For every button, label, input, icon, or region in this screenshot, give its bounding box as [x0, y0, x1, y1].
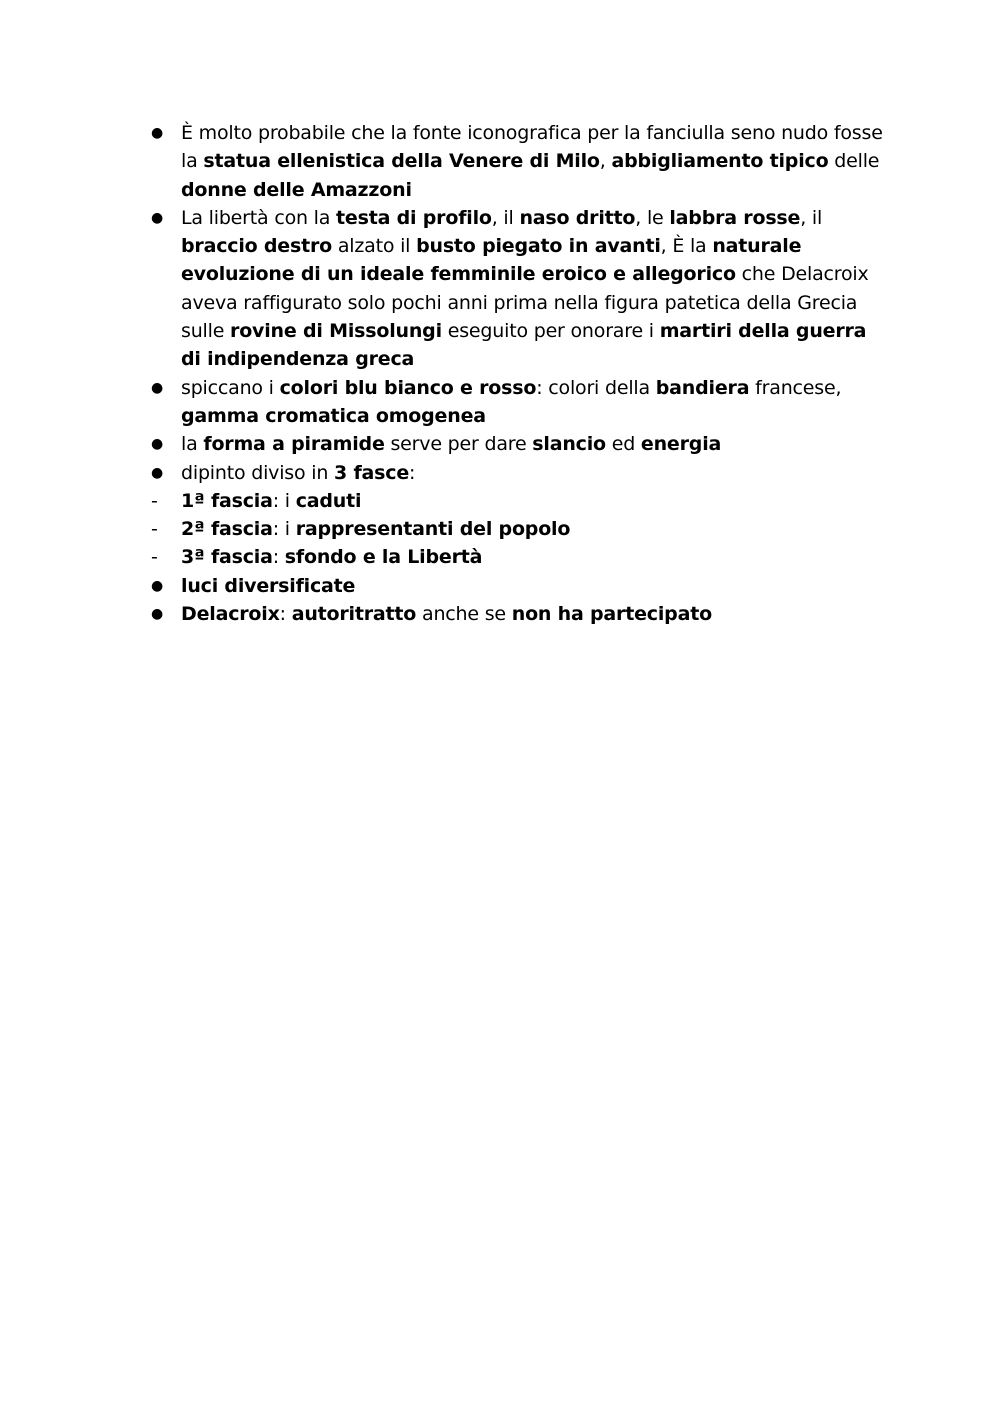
- bold-text: testa di profilo: [336, 206, 492, 229]
- bold-text: non ha partecipato: [511, 603, 712, 626]
- text: serve per dare: [384, 433, 533, 456]
- list-item: [150, 119, 890, 204]
- list-item: [150, 543, 890, 571]
- list-item: [150, 374, 890, 431]
- text: dipinto diviso in: [181, 461, 335, 484]
- bold-text: naturale evoluzione di un ideale femminile eroico e allegorico: [181, 235, 802, 286]
- text: francese,: [749, 376, 842, 399]
- bold-text: donne delle Amazzoni: [181, 178, 412, 201]
- bold-text: 1ª fascia: [181, 489, 273, 512]
- text: la: [181, 433, 204, 456]
- text: : i: [272, 518, 296, 541]
- bullet-marker: ●: [151, 606, 164, 623]
- text: ,: [599, 150, 612, 173]
- bold-text: 2ª fascia: [181, 518, 273, 541]
- bold-text: gamma cromatica omogenea: [181, 404, 486, 427]
- dash-marker: -: [151, 518, 158, 541]
- text: : i: [272, 489, 296, 512]
- bold-text: energia: [640, 433, 722, 456]
- bullet-marker: ●: [151, 436, 164, 453]
- text: spiccano i: [181, 376, 280, 399]
- bold-text: abbigliamento tipico: [611, 150, 829, 173]
- bold-text: rovine di Missolungi: [230, 320, 442, 343]
- bold-text: naso dritto: [519, 206, 636, 229]
- bold-text: slancio: [532, 433, 606, 456]
- text: , È la: [660, 235, 713, 258]
- text: anche se: [416, 603, 512, 626]
- text: La libertà con la: [181, 206, 337, 229]
- text: eseguito per onorare i: [441, 320, 660, 343]
- bold-text: busto piegato in avanti: [416, 235, 661, 258]
- text: : colori della: [536, 376, 656, 399]
- bold-text: bandiera: [655, 376, 750, 399]
- bullet-marker: ●: [151, 379, 164, 396]
- list-item: [150, 487, 890, 515]
- bullet-marker: ●: [151, 577, 164, 594]
- bold-text: rappresentanti del popolo: [295, 518, 571, 541]
- bold-text: 3ª fascia: [181, 546, 273, 569]
- text: , il: [491, 206, 520, 229]
- bold-text: caduti: [295, 489, 362, 512]
- bold-text: sfondo e la Libertà: [284, 546, 483, 569]
- dash-marker: -: [151, 546, 158, 569]
- text: :: [409, 461, 416, 484]
- text: È molto probabile che la fonte iconografica per la fanciulla seno nudo fosse la: [181, 122, 883, 173]
- text: :: [279, 603, 292, 626]
- text: :: [272, 546, 285, 569]
- bold-text: forma a piramide: [203, 433, 385, 456]
- text: alzato il: [332, 235, 417, 258]
- bold-text: 3 fasce: [334, 461, 410, 484]
- bold-text: Delacroix: [181, 603, 280, 626]
- bold-text: colori blu bianco e rosso: [279, 376, 537, 399]
- text: , le: [635, 206, 670, 229]
- bullet-marker: ●: [151, 125, 164, 141]
- dash-marker: -: [151, 489, 158, 512]
- list-item: [150, 204, 890, 374]
- text: che Delacroix aveva raffigurato solo pochi anni prima nella figura patetica della Grecia sulle: [181, 263, 869, 343]
- bold-text: martiri della guerra di indipendenza greca: [181, 320, 867, 371]
- list-item: [150, 515, 890, 543]
- bold-text: luci diversificate: [181, 574, 356, 597]
- list-item: [150, 459, 890, 487]
- bold-text: statua ellenistica della Venere di Milo: [203, 150, 600, 173]
- bold-text: braccio destro: [181, 235, 332, 258]
- list-item: [150, 430, 890, 458]
- text: delle: [828, 150, 880, 173]
- text: , il: [800, 206, 823, 229]
- text: ed: [605, 433, 641, 456]
- bullet-marker: ●: [151, 464, 164, 481]
- bold-text: autoritratto: [291, 603, 417, 626]
- bold-text: labbra rosse: [669, 206, 801, 229]
- list-item: [150, 600, 890, 628]
- notes-list: [150, 119, 890, 628]
- bullet-marker: ●: [151, 209, 164, 226]
- list-item: [150, 572, 890, 600]
